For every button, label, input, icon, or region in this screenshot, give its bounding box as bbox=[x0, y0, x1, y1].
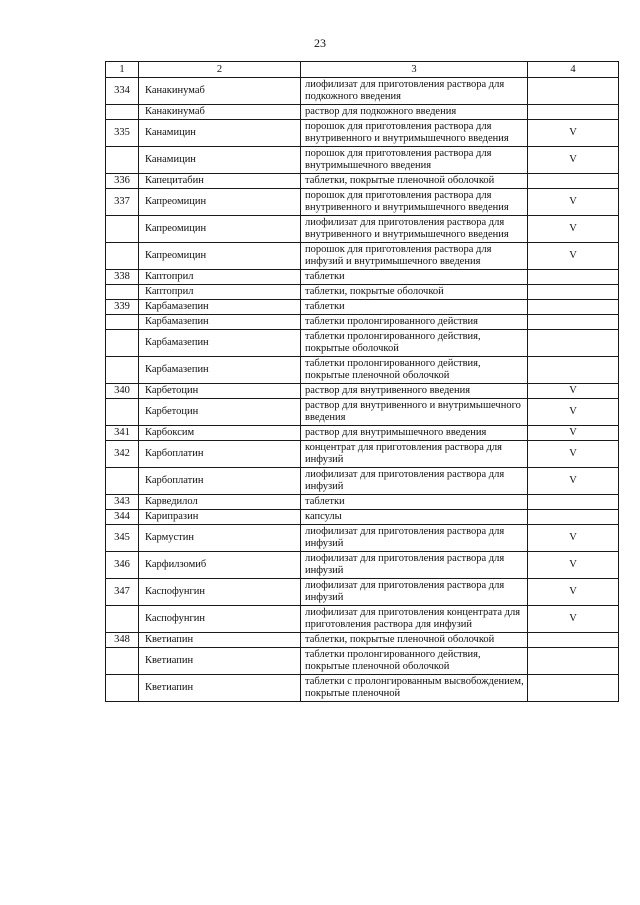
table-row bbox=[106, 633, 619, 648]
row-number bbox=[106, 243, 139, 270]
row-number: 334 bbox=[106, 78, 139, 105]
row-number bbox=[106, 606, 139, 633]
row-number: 339 bbox=[106, 300, 139, 315]
dosage-form: таблетки пролонгированного действия, покрытые пленочной оболочкой bbox=[301, 357, 528, 384]
drug-name: Канамицин bbox=[139, 147, 301, 174]
header-col-2: 2 bbox=[139, 62, 301, 78]
drug-name: Капреомицин bbox=[139, 216, 301, 243]
dosage-form: раствор для внутривенного введения bbox=[301, 384, 528, 399]
dosage-form: таблетки пролонгированного действия bbox=[301, 315, 528, 330]
drug-name: Карбоплатин bbox=[139, 468, 301, 495]
table-header bbox=[106, 62, 619, 78]
table-row bbox=[106, 300, 619, 315]
dosage-form: порошок для приготовления раствора для внутримышечного введения bbox=[301, 147, 528, 174]
mark-cell bbox=[528, 285, 619, 300]
mark-cell: V bbox=[528, 120, 619, 147]
dosage-form: раствор для внутримышечного введения bbox=[301, 426, 528, 441]
row-number: 345 bbox=[106, 525, 139, 552]
row-number bbox=[106, 468, 139, 495]
table-row bbox=[106, 147, 619, 174]
dosage-form: лиофилизат для приготовления раствора для подкожного введения bbox=[301, 78, 528, 105]
drug-name: Каспофунгин bbox=[139, 579, 301, 606]
dosage-form: лиофилизат для приготовления раствора для внутривенного и внутримышечного введения bbox=[301, 216, 528, 243]
row-number bbox=[106, 105, 139, 120]
dosage-form: таблетки bbox=[301, 300, 528, 315]
header-col-1: 1 bbox=[106, 62, 139, 78]
mark-cell: V bbox=[528, 384, 619, 399]
drug-name: Капецитабин bbox=[139, 174, 301, 189]
table-row bbox=[106, 285, 619, 300]
row-number: 348 bbox=[106, 633, 139, 648]
row-number bbox=[106, 315, 139, 330]
mark-cell: V bbox=[528, 243, 619, 270]
mark-cell bbox=[528, 105, 619, 120]
mark-cell bbox=[528, 300, 619, 315]
table-row bbox=[106, 468, 619, 495]
mark-cell bbox=[528, 357, 619, 384]
table-row bbox=[106, 357, 619, 384]
mark-cell: V bbox=[528, 552, 619, 579]
table-row bbox=[106, 606, 619, 633]
table-row bbox=[106, 270, 619, 285]
dosage-form: порошок для приготовления раствора для внутривенного и внутримышечного введения bbox=[301, 120, 528, 147]
drug-name: Канамицин bbox=[139, 120, 301, 147]
drug-name: Карфилзомиб bbox=[139, 552, 301, 579]
row-number bbox=[106, 330, 139, 357]
drug-name: Карбамазепин bbox=[139, 315, 301, 330]
dosage-form: концентрат для приготовления раствора для инфузий bbox=[301, 441, 528, 468]
dosage-form: лиофилизат для приготовления концентрата для приготовления раствора для инфузий bbox=[301, 606, 528, 633]
mark-cell: V bbox=[528, 525, 619, 552]
mark-cell: V bbox=[528, 189, 619, 216]
dosage-form: лиофилизат для приготовления раствора для инфузий bbox=[301, 525, 528, 552]
mark-cell: V bbox=[528, 147, 619, 174]
mark-cell bbox=[528, 495, 619, 510]
drug-name: Кармустин bbox=[139, 525, 301, 552]
mark-cell bbox=[528, 78, 619, 105]
table-row bbox=[106, 552, 619, 579]
row-number: 343 bbox=[106, 495, 139, 510]
table-row bbox=[106, 510, 619, 525]
table-row bbox=[106, 78, 619, 105]
drug-name: Капреомицин bbox=[139, 189, 301, 216]
table-row bbox=[106, 216, 619, 243]
dosage-form: таблетки, покрытые пленочной оболочкой bbox=[301, 633, 528, 648]
dosage-form: раствор для подкожного введения bbox=[301, 105, 528, 120]
drug-name: Каспофунгин bbox=[139, 606, 301, 633]
row-number: 337 bbox=[106, 189, 139, 216]
header-col-3: 3 bbox=[301, 62, 528, 78]
dosage-form: таблетки пролонгированного действия, покрытые оболочкой bbox=[301, 330, 528, 357]
table-row bbox=[106, 243, 619, 270]
drug-name: Карбоксим bbox=[139, 426, 301, 441]
row-number bbox=[106, 216, 139, 243]
mark-cell: V bbox=[528, 399, 619, 426]
drug-name: Канакинумаб bbox=[139, 105, 301, 120]
drug-name: Каптоприл bbox=[139, 270, 301, 285]
row-number: 342 bbox=[106, 441, 139, 468]
mark-cell bbox=[528, 270, 619, 285]
mark-cell bbox=[528, 330, 619, 357]
drug-name: Карбамазепин bbox=[139, 357, 301, 384]
header-row bbox=[106, 62, 619, 78]
mark-cell: V bbox=[528, 426, 619, 441]
row-number bbox=[106, 675, 139, 702]
mark-cell: V bbox=[528, 606, 619, 633]
table-row bbox=[106, 189, 619, 216]
drug-name: Каптоприл bbox=[139, 285, 301, 300]
mark-cell bbox=[528, 315, 619, 330]
row-number bbox=[106, 648, 139, 675]
mark-cell: V bbox=[528, 216, 619, 243]
dosage-form: таблетки, покрытые оболочкой bbox=[301, 285, 528, 300]
drug-name: Карбетоцин bbox=[139, 399, 301, 426]
drug-table bbox=[105, 61, 619, 702]
mark-cell bbox=[528, 675, 619, 702]
drug-name: Карипразин bbox=[139, 510, 301, 525]
dosage-form: лиофилизат для приготовления раствора для инфузий bbox=[301, 468, 528, 495]
row-number bbox=[106, 285, 139, 300]
table-body bbox=[106, 78, 619, 702]
table-row bbox=[106, 105, 619, 120]
dosage-form: капсулы bbox=[301, 510, 528, 525]
row-number: 341 bbox=[106, 426, 139, 441]
dosage-form: таблетки bbox=[301, 495, 528, 510]
table-row bbox=[106, 579, 619, 606]
drug-name: Карбамазепин bbox=[139, 300, 301, 315]
mark-cell: V bbox=[528, 441, 619, 468]
dosage-form: порошок для приготовления раствора для инфузий и внутримышечного введения bbox=[301, 243, 528, 270]
page-number: 23 bbox=[314, 36, 326, 50]
row-number: 347 bbox=[106, 579, 139, 606]
table-row bbox=[106, 675, 619, 702]
drug-name: Канакинумаб bbox=[139, 78, 301, 105]
row-number bbox=[106, 399, 139, 426]
row-number: 340 bbox=[106, 384, 139, 399]
mark-cell bbox=[528, 648, 619, 675]
row-number: 344 bbox=[106, 510, 139, 525]
drug-name: Карведилол bbox=[139, 495, 301, 510]
table-row bbox=[106, 426, 619, 441]
drug-name: Кветиапин bbox=[139, 675, 301, 702]
drug-name: Карбамазепин bbox=[139, 330, 301, 357]
mark-cell bbox=[528, 510, 619, 525]
drug-name: Карбоплатин bbox=[139, 441, 301, 468]
header-col-4: 4 bbox=[528, 62, 619, 78]
row-number: 335 bbox=[106, 120, 139, 147]
dosage-form: лиофилизат для приготовления раствора для инфузий bbox=[301, 552, 528, 579]
table-row bbox=[106, 495, 619, 510]
table-row bbox=[106, 330, 619, 357]
row-number: 336 bbox=[106, 174, 139, 189]
table-row bbox=[106, 315, 619, 330]
row-number bbox=[106, 147, 139, 174]
drug-name: Кветиапин bbox=[139, 648, 301, 675]
table-row bbox=[106, 648, 619, 675]
dosage-form: лиофилизат для приготовления раствора для инфузий bbox=[301, 579, 528, 606]
mark-cell: V bbox=[528, 468, 619, 495]
drug-name: Капреомицин bbox=[139, 243, 301, 270]
dosage-form: таблетки с пролонгированным высвобождением, покрытые пленочной bbox=[301, 675, 528, 702]
dosage-form: таблетки bbox=[301, 270, 528, 285]
row-number: 338 bbox=[106, 270, 139, 285]
dosage-form: таблетки, покрытые пленочной оболочкой bbox=[301, 174, 528, 189]
table-row bbox=[106, 441, 619, 468]
drug-name: Карбетоцин bbox=[139, 384, 301, 399]
mark-cell bbox=[528, 174, 619, 189]
dosage-form: раствор для внутривенного и внутримышечного введения bbox=[301, 399, 528, 426]
table-row bbox=[106, 525, 619, 552]
table-row bbox=[106, 399, 619, 426]
drug-name: Кветиапин bbox=[139, 633, 301, 648]
row-number bbox=[106, 357, 139, 384]
mark-cell bbox=[528, 633, 619, 648]
row-number: 346 bbox=[106, 552, 139, 579]
mark-cell: V bbox=[528, 579, 619, 606]
table-row bbox=[106, 174, 619, 189]
dosage-form: порошок для приготовления раствора для внутривенного и внутримышечного введения bbox=[301, 189, 528, 216]
dosage-form: таблетки пролонгированного действия, покрытые пленочной оболочкой bbox=[301, 648, 528, 675]
table-row bbox=[106, 120, 619, 147]
table-row bbox=[106, 384, 619, 399]
